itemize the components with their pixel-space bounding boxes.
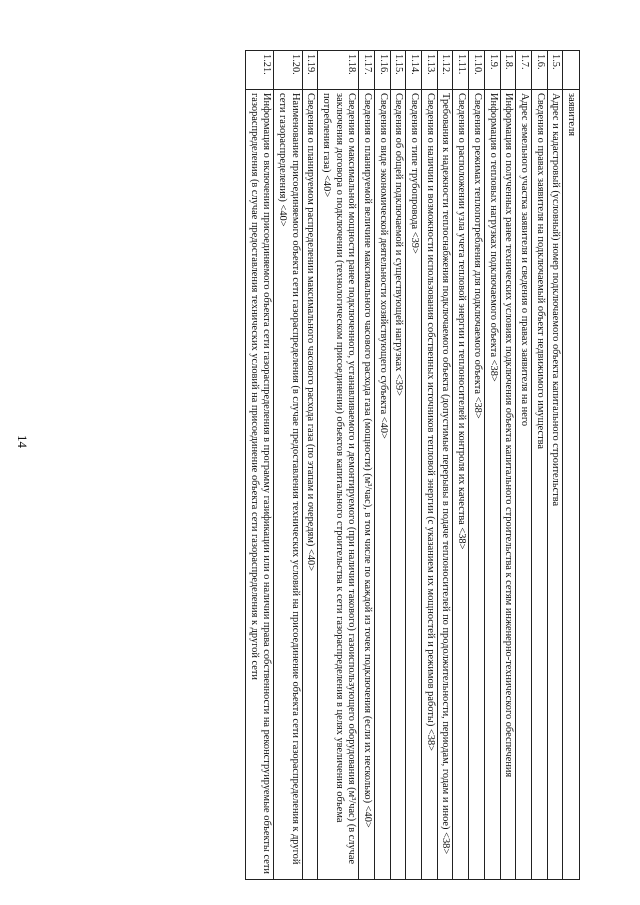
row-text-cell: Информация о полученных ранее технических условиях подключения объекта капитального строительства к сетям инженерно-технического обеспечения (500, 90, 516, 880)
row-number-cell: 1.16. (375, 51, 391, 90)
row-text-cell: Сведения о расположении узла учета тепловой энергии и теплоносителей и контроля их качества <38> (453, 90, 469, 880)
table-row (547, 51, 563, 880)
table-row (516, 51, 532, 880)
table-row (484, 51, 500, 880)
row-text-cell: Информация о тепловых нагрузках подключаемого объекта <38> (484, 90, 500, 880)
row-text-cell: Сведения о правах заявителя на подключаемый объект недвижимого имущества (531, 90, 547, 880)
row-number-cell: 1.18. (318, 51, 359, 90)
row-number-cell: 1.7. (516, 51, 532, 90)
rotated-table-container (65, 50, 580, 880)
table-row (318, 51, 359, 880)
table-row (406, 51, 422, 880)
row-number-cell (563, 51, 580, 90)
row-number-cell: 1.5. (547, 51, 563, 90)
table-row (437, 51, 453, 880)
table-row (422, 51, 438, 880)
page-number: 14 (15, 435, 30, 448)
row-text-cell: Сведения о режимах теплопотребления для подключаемого объекта <38> (469, 90, 485, 880)
table-row (453, 51, 469, 880)
row-number-cell: 1.12. (437, 51, 453, 90)
row-number-cell: 1.20. (274, 51, 302, 90)
row-text-cell: Сведения о наличии и возможности использования собственных источников тепловой энергии (с указанием их мощностей и режимов работы) <38> (422, 90, 438, 880)
table-row (302, 51, 318, 880)
row-text-cell: Адрес и кадастровый (условный) номер подключаемого объекта капитального строительства (547, 90, 563, 880)
table-row (245, 51, 273, 880)
row-number-cell: 1.6. (531, 51, 547, 90)
row-number-cell: 1.9. (484, 51, 500, 90)
row-number-cell: 1.17. (359, 51, 375, 90)
table-row (469, 51, 485, 880)
row-text-cell: Сведения о планируемой величине максимального часового расхода газа (мощности) (м³/час), в том числе по каждой из точек подключения (если их несколько) <40> (359, 90, 375, 880)
row-number-cell: 1.10. (469, 51, 485, 90)
row-text-cell: Наименование присоединяемого объекта сети газораспределения (в случае предоставления технических условий на присоединение объекта сети газораспределения к другой сети газораспределения) <40> (274, 90, 302, 880)
row-number-cell: 1.21. (245, 51, 273, 90)
table-row-header-continuation (563, 51, 580, 880)
table-row (375, 51, 391, 880)
table-row (390, 51, 406, 880)
row-number-cell: 1.15. (390, 51, 406, 90)
row-text-cell: Сведения о виде экономической деятельности хозяйствующего субъекта <40> (375, 90, 391, 880)
table-row (359, 51, 375, 880)
row-text-cell: Сведения о планируемом распределении максимального часового расхода газа (по этапам и очередям) <40> (302, 90, 318, 880)
row-number-cell: 1.13. (422, 51, 438, 90)
row-number-cell: 1.11. (453, 51, 469, 90)
row-number-cell: 1.14. (406, 51, 422, 90)
row-text-cell: Сведения о типе трубопровода <39> (406, 90, 422, 880)
row-text-cell: Адрес земельного участка заявителя и сведения о правах заявителя на него (516, 90, 532, 880)
row-number-cell: 1.19. (302, 51, 318, 90)
table-row (274, 51, 302, 880)
row-text-cell: заявителя (563, 90, 580, 880)
row-text-cell: Сведения об общей подключаемой и существующей нагрузках <39> (390, 90, 406, 880)
row-text-cell: Сведения о максимальной мощности ранее подключенного, устанавливаемого и демонтируемого (при наличии такового) газоиспользующего оборудования (м³/час) (в случае заключения договора о подключении (технологическом присоединении) объектов капитального строительства к сети газораспределения в целях увеличения объема потребления газа) <40> (318, 90, 359, 880)
table-row (500, 51, 516, 880)
row-number-cell: 1.8. (500, 51, 516, 90)
requirements-table (245, 50, 580, 880)
row-text-cell: Требования к надежности теплоснабжения подключаемого объекта (допустимые перерывы в подаче теплоносителей по продолжительности, периодам, годам и иное) <38> (437, 90, 453, 880)
table-row (531, 51, 547, 880)
row-text-cell: Информация о включении присоединяемого объекта сети газораспределения в программу газификации или о наличии права собственности на реконструируемые объекты сети газораспределения (в случае предоставления технических условий на присоединение объекта сети газораспределения к другой сети (245, 90, 273, 880)
